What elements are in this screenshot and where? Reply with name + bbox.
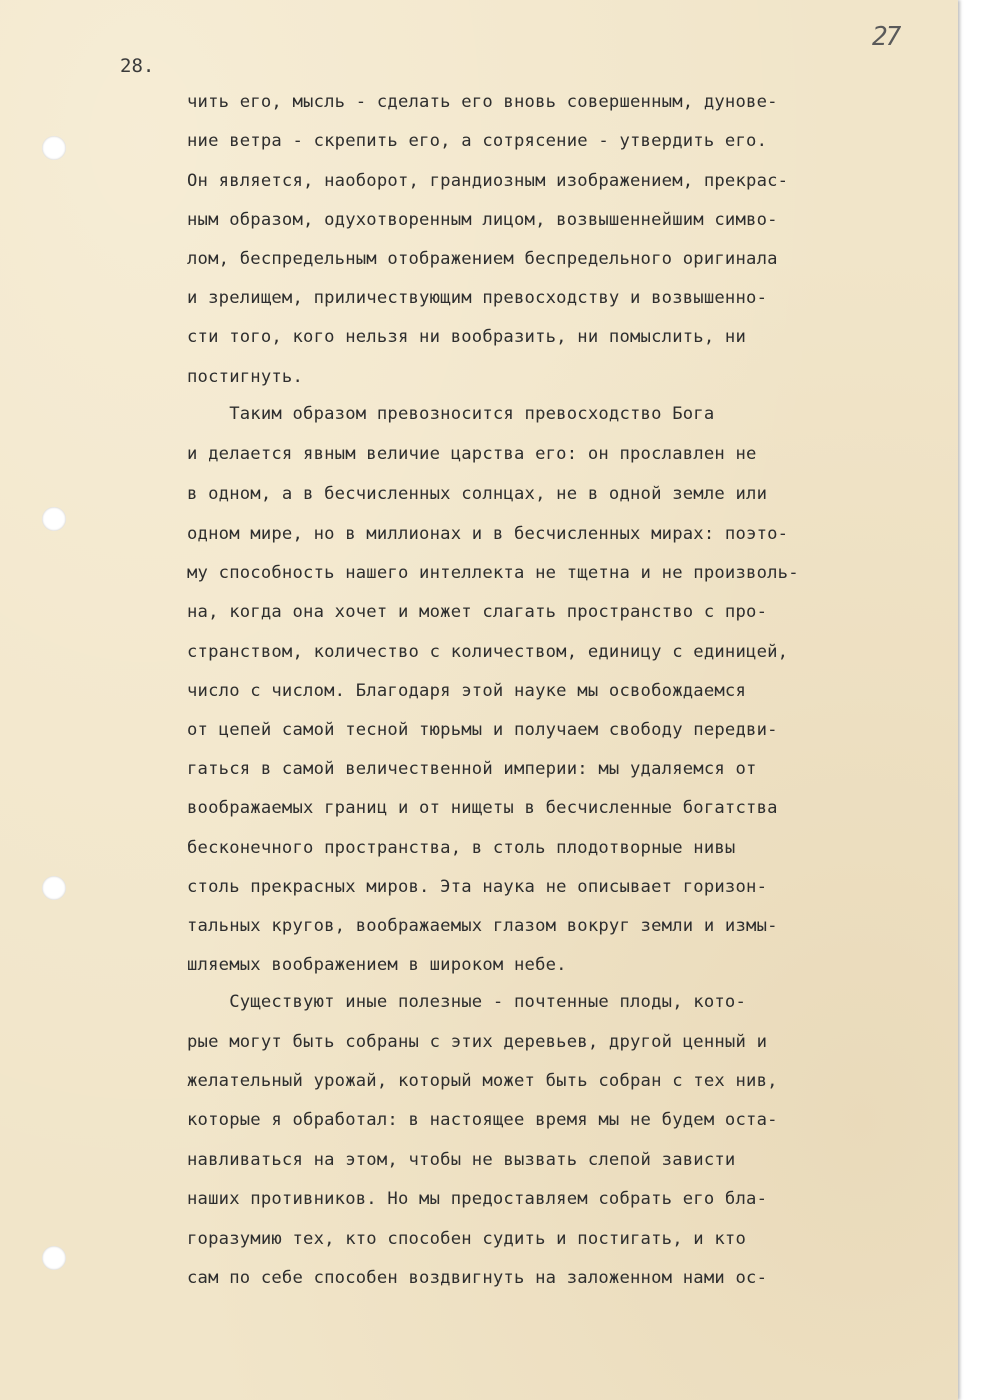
text-line: навливаться на этом, чтобы не вызвать слепой зависти xyxy=(187,1150,736,1170)
text-line: чить его, мысль - сделать его вновь совершенным, дунове- xyxy=(187,92,778,112)
text-line: шляемых воображением в широком небе. xyxy=(187,955,567,975)
text-line: постигнуть. xyxy=(187,367,304,387)
text-line: бесконечного пространства, в столь плодотворные нивы xyxy=(187,838,736,858)
text-line: Таким образом превозносится превосходство Бога xyxy=(187,404,715,424)
punch-hole xyxy=(42,1246,66,1270)
text-line: тальных кругов, воображаемых глазом вокруг земли и измы- xyxy=(187,916,778,936)
punch-hole xyxy=(42,507,66,531)
text-line: воображаемых границ и от нищеты в бесчисленные богатства xyxy=(187,798,778,818)
text-line: сти того, кого нельзя ни вообразить, ни помыслить, ни xyxy=(187,327,747,347)
text-line: число с числом. Благодаря этой науке мы освобождаемся xyxy=(187,681,747,701)
punch-hole xyxy=(42,876,66,900)
text-line: ние ветра - скрепить его, а сотрясение - утвердить его. xyxy=(187,131,768,151)
text-line: горазумию тех, кто способен судить и постигать, и кто xyxy=(187,1229,747,1249)
text-line: и делается явным величие царства его: он прославлен не xyxy=(187,444,757,464)
text-line: странством, количество с количеством, единицу с единицей, xyxy=(187,642,789,662)
text-line: и зрелищем, приличествующим превосходству и возвышенно- xyxy=(187,288,768,308)
text-line: Существуют иные полезные - почтенные плоды, кото- xyxy=(187,992,747,1012)
text-line: желательный урожай, который может быть собран с тех нив, xyxy=(187,1071,778,1091)
text-line: рые могут быть собраны с этих деревьев, другой ценный и xyxy=(187,1032,768,1052)
text-line: му способность нашего интеллекта не тщетна и не произволь- xyxy=(187,563,799,583)
text-line: наших противников. Но мы предоставляем собрать его бла- xyxy=(187,1189,768,1209)
text-line: которые я обработал: в настоящее время мы не будем оста- xyxy=(187,1110,778,1130)
text-line: гаться в самой величественной империи: мы удаляемся от xyxy=(187,759,757,779)
text-line: в одном, а в бесчисленных солнцах, не в одной земле или xyxy=(187,484,768,504)
punch-hole xyxy=(42,136,66,160)
text-line: на, когда она хочет и может слагать пространство с про- xyxy=(187,602,768,622)
text-line: сам по себе способен воздвигнуть на заложенном нами ос- xyxy=(187,1268,768,1288)
page-edge xyxy=(958,0,1006,1400)
text-line: от цепей самой тесной тюрьмы и получаем свободу передви- xyxy=(187,720,778,740)
text-line: столь прекрасных миров. Эта наука не описывает горизон- xyxy=(187,877,768,897)
text-line: Он является, наоборот, грандиозным изображением, прекрас- xyxy=(187,171,789,191)
typed-page-number: 28. xyxy=(120,55,155,77)
text-line: лом, беспредельным отображением беспредельного оригинала xyxy=(187,249,778,269)
stamped-page-number: 27 xyxy=(872,22,900,52)
text-line: ным образом, одухотворенным лицом, возвышеннейшим симво- xyxy=(187,210,778,230)
text-line: одном мире, но в миллионах и в бесчисленных мирах: поэто- xyxy=(187,524,789,544)
